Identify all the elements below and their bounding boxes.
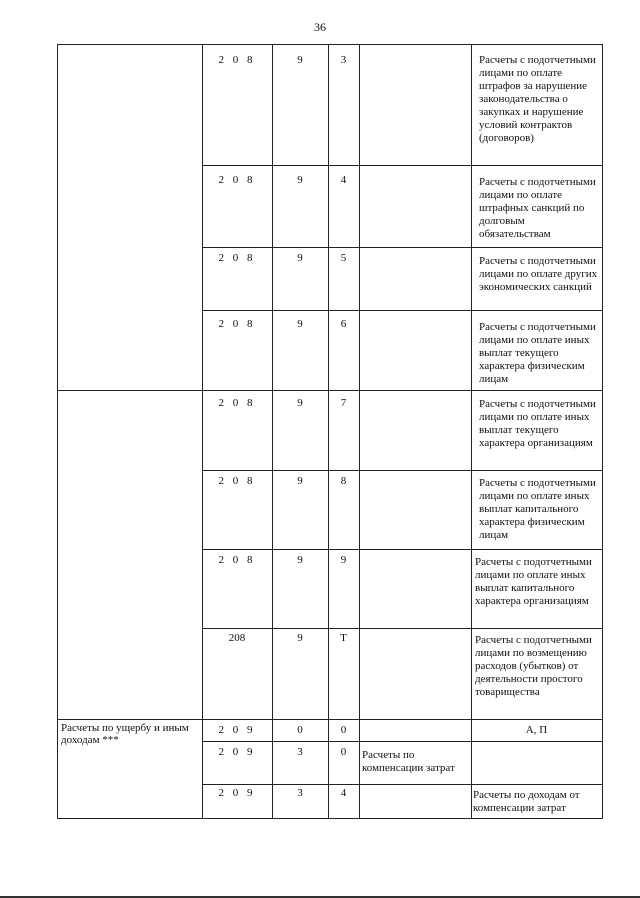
table-col-sep-5 [471, 44, 472, 819]
account-description: Расчеты по доходам от компенсации затрат [473, 789, 580, 814]
account-code: 2 0 8 [218, 318, 256, 330]
row-sep [57, 390, 603, 391]
table-col-sep-4 [359, 44, 360, 819]
account-group: 9 [297, 54, 303, 66]
account-subgroup: 3 [340, 54, 347, 66]
account-group: 0 [297, 724, 303, 736]
account-description: Расчеты с подотчетными лицами по оплате штрафных санкций по долговым обязательствам [479, 176, 596, 240]
row-sep [202, 310, 603, 311]
account-description: Расчеты с подотчетными лицами по оплате штрафов за нарушение законодательства о закупках и нарушение условий контрактов (договоров) [479, 54, 596, 144]
account-description: Расчеты с подотчетными лицами по оплате иных выплат капитального характера организациям [475, 556, 592, 607]
account-group: 9 [297, 554, 303, 566]
table-border-right [602, 44, 603, 819]
account-subgroup: 0 [340, 724, 347, 736]
account-type: А, П [525, 724, 548, 736]
account-group: 9 [297, 174, 303, 186]
row-sep [202, 628, 603, 629]
table-border-top [57, 44, 603, 45]
account-group: 3 [297, 746, 303, 758]
account-subgroup: 4 [340, 787, 347, 799]
account-code: 2 0 8 [218, 54, 256, 66]
account-description: Расчеты с подотчетными лицами по оплате иных выплат текущего характера организациям [479, 398, 596, 449]
table-border-left [57, 44, 58, 819]
account-subgroup: 4 [340, 174, 347, 186]
row-sep [202, 247, 603, 248]
row-sep [202, 549, 603, 550]
account-subgroup: 0 [340, 746, 347, 758]
account-group: 9 [297, 475, 303, 487]
section-label: Расчеты по ущербу и иным доходам *** [61, 722, 189, 746]
account-subgroup: 8 [340, 475, 347, 487]
account-subgroup: Т [340, 632, 347, 644]
account-description: Расчеты с подотчетными лицами по возмещению расходов (убытков) от деятельности простого товарищества [475, 634, 592, 698]
account-group: 9 [297, 632, 303, 644]
account-group: 3 [297, 787, 303, 799]
row-sep [202, 165, 603, 166]
account-code: 2 0 9 [218, 724, 256, 736]
account-description: Расчеты с подотчетными лицами по оплате иных выплат текущего характера физическим лицам [479, 321, 596, 385]
row-sep [57, 719, 603, 720]
table-col-sep-2 [272, 44, 273, 819]
account-subgroup: 9 [340, 554, 347, 566]
account-code: 2 0 8 [218, 475, 256, 487]
row-sep [202, 784, 603, 785]
account-code: 2 0 9 [218, 746, 256, 758]
account-code: 2 0 8 [218, 252, 256, 264]
account-description: Расчеты с подотчетными лицами по оплате других экономических санкций [479, 255, 598, 293]
account-code: 2 0 8 [218, 554, 256, 566]
account-code: 2 0 8 [218, 174, 256, 186]
account-subgroup: 7 [340, 397, 347, 409]
account-group: 9 [297, 318, 303, 330]
account-subgroup: 6 [340, 318, 347, 330]
account-code: 2 0 8 [218, 397, 256, 409]
account-description: Расчеты с подотчетными лицами по оплате иных выплат капитального характера физическим лицам [479, 477, 596, 541]
account-group-description: Расчеты по компенсации затрат [362, 749, 455, 774]
table-col-sep-3 [328, 44, 329, 819]
accounts-table [57, 44, 603, 819]
row-sep [202, 741, 603, 742]
account-code: 2 0 9 [218, 787, 256, 799]
row-sep [202, 470, 603, 471]
account-group: 9 [297, 397, 303, 409]
account-code: 208 [228, 632, 246, 644]
table-border-bottom [57, 818, 603, 819]
account-subgroup: 5 [340, 252, 347, 264]
account-group: 9 [297, 252, 303, 264]
table-col-sep-1 [202, 44, 203, 819]
page-number: 36 [314, 20, 326, 34]
